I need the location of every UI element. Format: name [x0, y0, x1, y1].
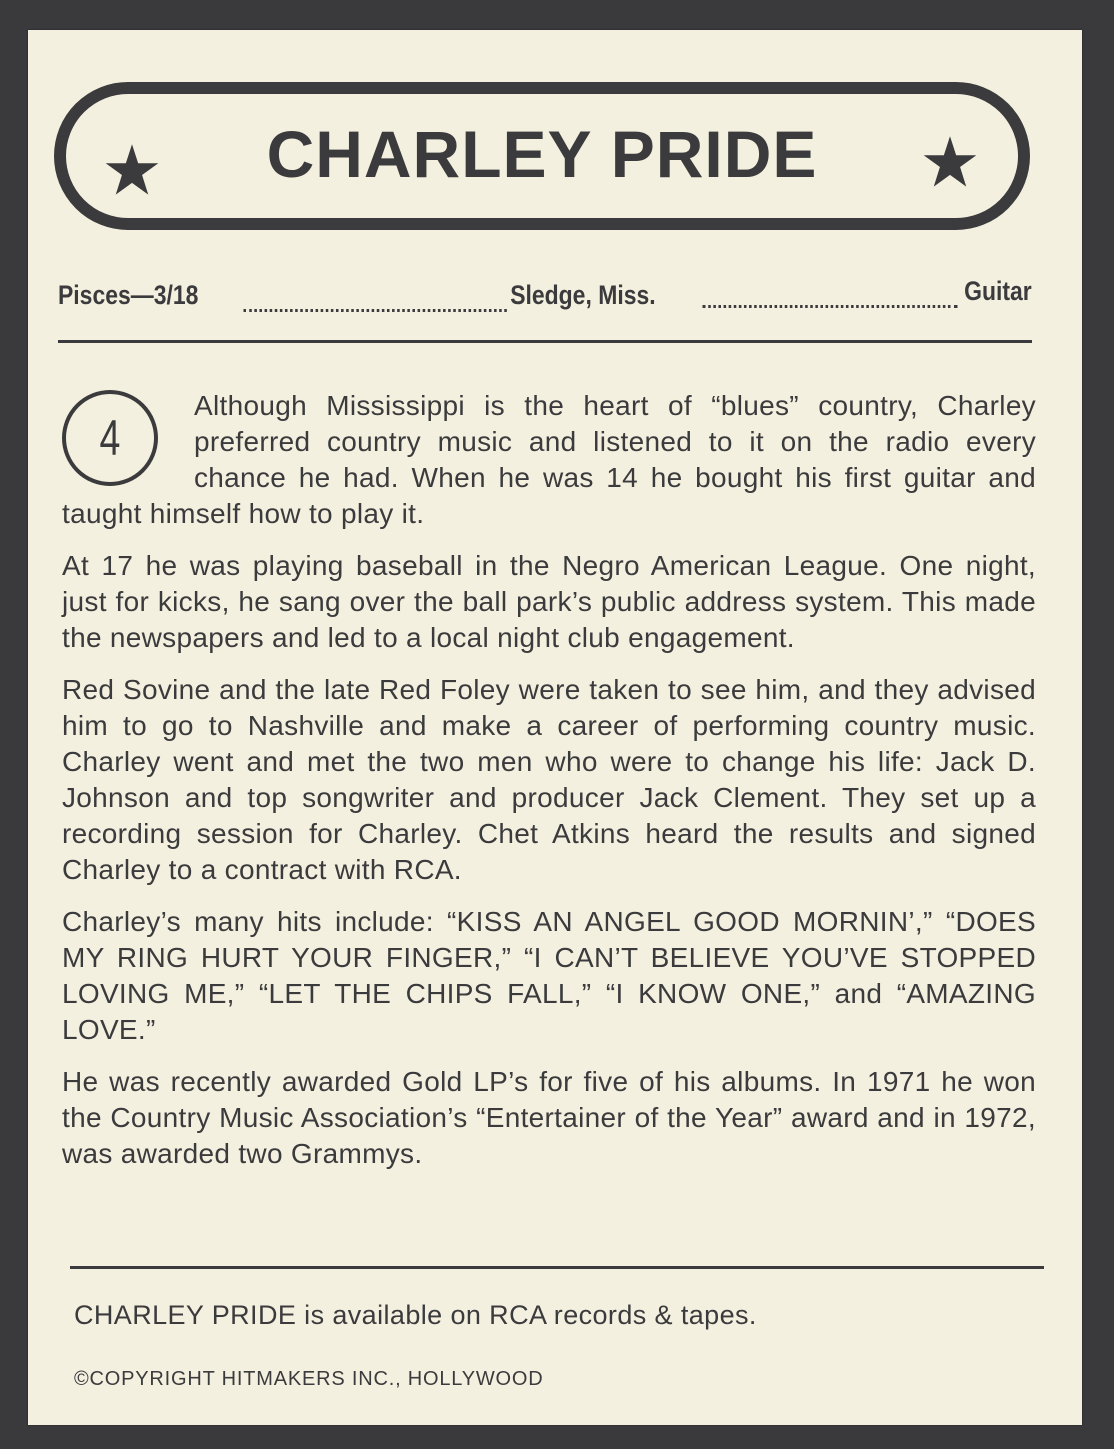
card-body — [62, 388, 1036, 1188]
zodiac-sign: Pisces—3/18 — [58, 280, 199, 310]
paragraph-4: Charley’s many hits include: “KISS AN ANGEL GOOD MORNIN’,” “DOES MY RING HURT YOUR FINGER,” “I CAN’T BELIEVE YOU’VE STOPPED LOVING ME,” “LET THE CHIPS FALL,” “I KNOW ONE,” and “AMAZING LOVE.” — [62, 906, 1036, 1045]
birthplace: Sledge, Miss. — [510, 280, 656, 310]
divider-top — [58, 340, 1032, 343]
copyright-line: ©COPYRIGHT HITMAKERS INC., HOLLYWOOD — [74, 1368, 544, 1390]
availability-note: CHARLEY PRIDE is available on RCA records & tapes. — [74, 1300, 757, 1330]
meta-line — [58, 276, 1032, 316]
divider-bottom — [70, 1266, 1044, 1269]
card-number: 4 — [99, 410, 121, 466]
trading-card — [28, 30, 1082, 1425]
leader-dots — [243, 309, 507, 312]
paragraph-3: Red Sovine and the late Red Foley were taken to see him, and they advised him to go to Nashville and make a career of performing country music. Charley went and met the two men who were to change his life: Jack D. Johnson and top songwriter and producer Jack Clement. They set up a recording session for Charley. Chet Atkins heard the results and signed Charley to a contract with RCA. — [62, 674, 1036, 885]
paragraph-1: Although Mississippi is the heart of “blues” country, Charley preferred country music and listened to it on the radio every chance he had. When he was 14 he bought his first guitar and taught himself how to play it. — [62, 390, 1036, 529]
title-banner — [54, 82, 1030, 230]
paragraph-2: At 17 he was playing baseball in the Negro American League. One night, just for kicks, he sang over the ball park’s public address system. This made the newspapers and led to a local night club engagement. — [62, 550, 1036, 653]
leader-dots — [702, 305, 957, 308]
instrument: Guitar — [964, 276, 1032, 306]
card-title: CHARLEY PRIDE — [266, 117, 818, 191]
star-icon — [104, 142, 160, 198]
star-icon — [922, 134, 978, 190]
paragraph-5: He was recently awarded Gold LP’s for five of his albums. In 1971 he won the Country Music Association’s “Entertainer of the Year” award and in 1972, was awarded two Grammys. — [62, 1066, 1036, 1169]
